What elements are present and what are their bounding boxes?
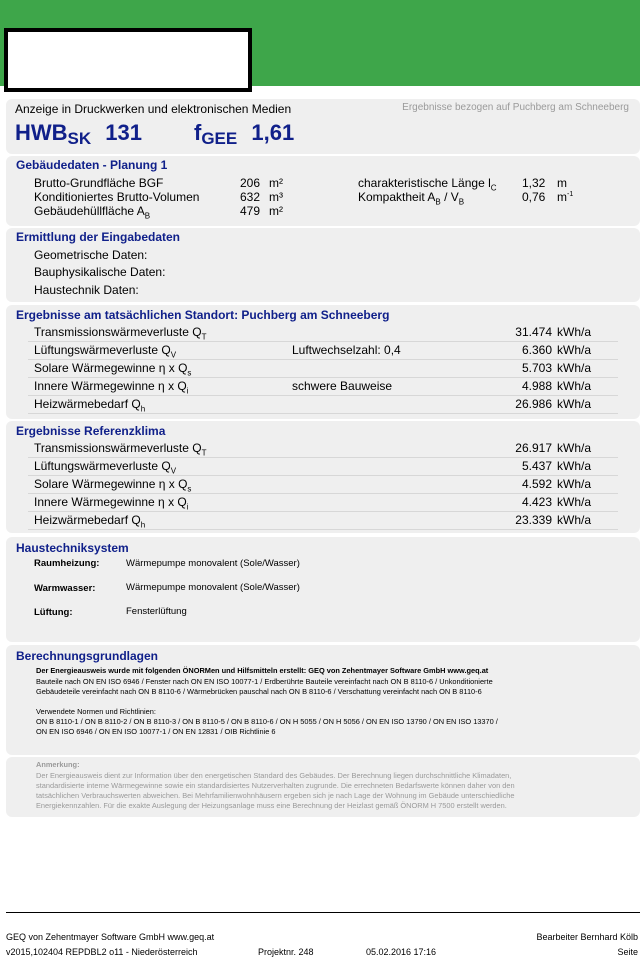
referenz-row-value: 26.917 (515, 441, 552, 455)
standort-row-value: 26.986 (515, 397, 552, 411)
bgf-value: 206 (240, 176, 261, 190)
referenz-row-divider (28, 511, 618, 512)
kompaktheit-label: Kompaktheit $A_B / V_B$ (358, 190, 465, 207)
referenz-row-divider (28, 457, 618, 458)
grundlagen-section (6, 645, 640, 755)
kompaktheit-value: 0,76 (522, 190, 546, 204)
fgee-label: f (194, 120, 202, 145)
footer-project: Projektnr. 248 (258, 947, 314, 957)
standort-row-value: 6.360 (521, 343, 552, 357)
anmerkung-title: Anmerkung: (36, 760, 80, 769)
footer-version: v2015,102404 REPDBL2 o11 - Niederösterreich (6, 947, 198, 957)
standort-row-divider (28, 413, 618, 414)
referenz-row-divider (28, 529, 618, 530)
standort-row-value: 4.988 (521, 379, 552, 393)
grundlagen-line2: Bauteile nach ON EN ISO 6946 / Fenster nach ON EN ISO 10077-1 / Erdberührte Bauteile vereinfacht nach ON B 8110-6 / Unkonditionierte (36, 677, 493, 686)
hwb-indicator (15, 120, 142, 146)
raumheizung-label: Raumheizung: (34, 558, 100, 569)
referenz-row-value: 23.339 (515, 513, 552, 527)
standort-row-note: Luftwechselzahl: 0,4 (292, 343, 401, 357)
grundlagen-line1: Der Energieausweis wurde mit folgenden ÖNORMen und Hilfsmitteln erstellt: GEQ von Zehentmayer Software GmbH www.geq.at (36, 666, 489, 675)
header-left-text: Anzeige in Druckwerken und elektronischen Medien (15, 102, 292, 116)
volumen-unit: m³ (269, 190, 283, 204)
anmerkung-line1: Der Energieausweis dient zur Information über den energetischen Standard des Gebäudes. Der Berechnung liegen durchschnittliche Klimadaten, (36, 771, 512, 780)
standort-row-label: Lüftungswärmeverluste $Q_V$ (34, 343, 177, 360)
footer-date: 05.02.2016 17:16 (366, 947, 437, 957)
footer-divider (6, 912, 640, 913)
huellflaeche-unit: m² (269, 204, 283, 218)
referenz-row-value: 5.437 (521, 459, 552, 473)
referenz-row-unit: kWh/a (557, 495, 592, 509)
bauphysikalische-daten-label: Bauphysikalische Daten: (34, 265, 166, 279)
huellflaeche-value: 479 (240, 204, 261, 218)
referenz-row-divider (28, 475, 618, 476)
eingabedaten-section (6, 228, 640, 302)
standort-row-unit: kWh/a (557, 343, 592, 357)
anmerkung-line4: Energiekennzahlen. Für die exakte Auslegung der Heizungsanlage muss eine Berechnung der Heizlast gemäß ÖNORM H 7500 erstellt werden. (36, 801, 507, 810)
fgee-sub: GEE (201, 129, 238, 148)
anmerkung-line2: standardisierte interne Wärmegewinne sowie ein standardisiertes Nutzerverhalten zugrunde. Die errechneten Bedarfswerte können daher von den (36, 781, 515, 790)
char-laenge-value: 1,32 (522, 176, 546, 190)
volumen-value: 632 (240, 190, 261, 204)
referenz-title: Ergebnisse Referenzklima (16, 424, 166, 438)
footer-company: GEQ von Zehentmayer Software GmbH www.geq.at (6, 932, 215, 942)
referenz-row-unit: kWh/a (557, 459, 592, 473)
char-laenge-label: charakteristische Länge $l_C$ (358, 176, 497, 193)
standort-row-unit: kWh/a (557, 397, 592, 411)
huellflaeche-label: Gebäudehüllfläche $A_B$ (34, 204, 151, 221)
standort-row-note: schwere Bauweise (292, 379, 393, 393)
grundlagen-line6: ON EN ISO 6946 / ON EN ISO 10077-1 / ON EN 12831 / OIB Richtlinie 6 (36, 727, 276, 736)
standort-row-unit: kWh/a (557, 361, 592, 375)
standort-row-label: Solare Wärmegewinne η x $Q_s$ (34, 361, 192, 378)
standort-row-label: Transmissionswärmeverluste $Q_T$ (34, 325, 207, 342)
footer-page: Seite (617, 947, 638, 957)
gebaeudedaten-section (6, 156, 640, 226)
standort-row-divider (28, 341, 618, 342)
grundlagen-title: Berechnungsgrundlagen (16, 649, 159, 663)
kompaktheit-unit: $m^{-1}$ (557, 190, 574, 204)
eingabedaten-title: Ermittlung der Eingabedaten (16, 230, 181, 244)
standort-title: Ergebnisse am tatsächlichen Standort: Puchberg am Schneeberg (16, 308, 390, 322)
standort-section (6, 305, 640, 419)
referenz-row-label: Transmissionswärmeverluste $Q_T$ (34, 441, 207, 458)
referenz-row-unit: kWh/a (557, 513, 592, 527)
referenz-row-unit: kWh/a (557, 477, 592, 491)
referenz-row-label: Solare Wärmegewinne η x $Q_s$ (34, 477, 192, 494)
referenz-row-divider (28, 493, 618, 494)
standort-row-divider (28, 377, 618, 378)
lueftung-label: Lüftung: (34, 607, 73, 618)
bgf-unit: m² (269, 176, 283, 190)
hwb-sub: SK (67, 129, 92, 148)
warmwasser-value: Wärmepumpe monovalent (Sole/Wasser) (126, 582, 300, 593)
hwb-label: HWB (15, 120, 68, 145)
fgee-value: 1,61 (251, 120, 295, 145)
header-panel (6, 99, 640, 154)
logo-placeholder (4, 28, 252, 92)
standort-row-unit: kWh/a (557, 325, 592, 339)
volumen-label: Konditioniertes Brutto-Volumen (34, 190, 200, 204)
raumheizung-value: Wärmepumpe monovalent (Sole/Wasser) (126, 558, 300, 569)
char-laenge-unit: m (557, 176, 567, 190)
referenz-section (6, 421, 640, 533)
referenz-row-value: 4.592 (521, 477, 552, 491)
referenz-row-label: Heizwärmebedarf $Q_h$ (34, 513, 146, 530)
grundlagen-line5: ON B 8110-1 / ON B 8110-2 / ON B 8110-3 / ON B 8110-5 / ON B 8110-6 / ON H 5055 / ON H 5056 / ON EN ISO 13790 / ON EN ISO 13370 / (36, 717, 498, 726)
referenz-row-unit: kWh/a (557, 441, 592, 455)
footer-author: Bearbeiter Bernhard Kölb (536, 932, 638, 942)
hwb-value: 131 (105, 120, 143, 145)
bgf-label: Brutto-Grundfläche BGF (34, 176, 164, 190)
standort-row-label: Innere Wärmegewinne η x $Q_i$ (34, 379, 189, 396)
standort-row-label: Heizwärmebedarf $Q_h$ (34, 397, 146, 414)
standort-row-value: 5.703 (521, 361, 552, 375)
standort-row-divider (28, 359, 618, 360)
standort-row-divider (28, 395, 618, 396)
referenz-row-label: Innere Wärmegewinne η x $Q_i$ (34, 495, 189, 512)
referenz-row-value: 4.423 (521, 495, 552, 509)
referenz-row-label: Lüftungswärmeverluste $Q_V$ (34, 459, 177, 476)
haustechnik-daten-label: Haustechnik Daten: (34, 283, 139, 297)
haustechnik-section (6, 537, 640, 642)
anmerkung-section (6, 757, 640, 817)
lueftung-value: Fensterlüftung (126, 606, 187, 617)
anmerkung-line3: tatsächlichen Verbrauchswerten abweichen. Bei Mehrfamilienwohnhäusern ergeben sich je nach Lage der Wohnung im Gebäude unterschiedliche (36, 791, 515, 800)
header-right-text: Ergebnisse bezogen auf Puchberg am Schneeberg (402, 102, 629, 113)
standort-row-value: 31.474 (515, 325, 552, 339)
geometrische-daten-label: Geometrische Daten: (34, 248, 148, 262)
grundlagen-line3: Gebäudeteile vereinfacht nach ON B 8110-6 / Wärmebrücken pauschal nach ON B 8110-6 / Verschattung vereinfacht nach ON B 8110-6 (36, 687, 482, 696)
standort-row-unit: kWh/a (557, 379, 592, 393)
gebaeudedaten-title: Gebäudedaten - Planung 1 (16, 158, 168, 172)
grundlagen-line4: Verwendete Normen und Richtlinien: (36, 707, 156, 716)
warmwasser-label: Warmwasser: (34, 583, 96, 594)
fgee-indicator (194, 120, 294, 146)
haustechnik-title: Haustechniksystem (16, 541, 129, 555)
